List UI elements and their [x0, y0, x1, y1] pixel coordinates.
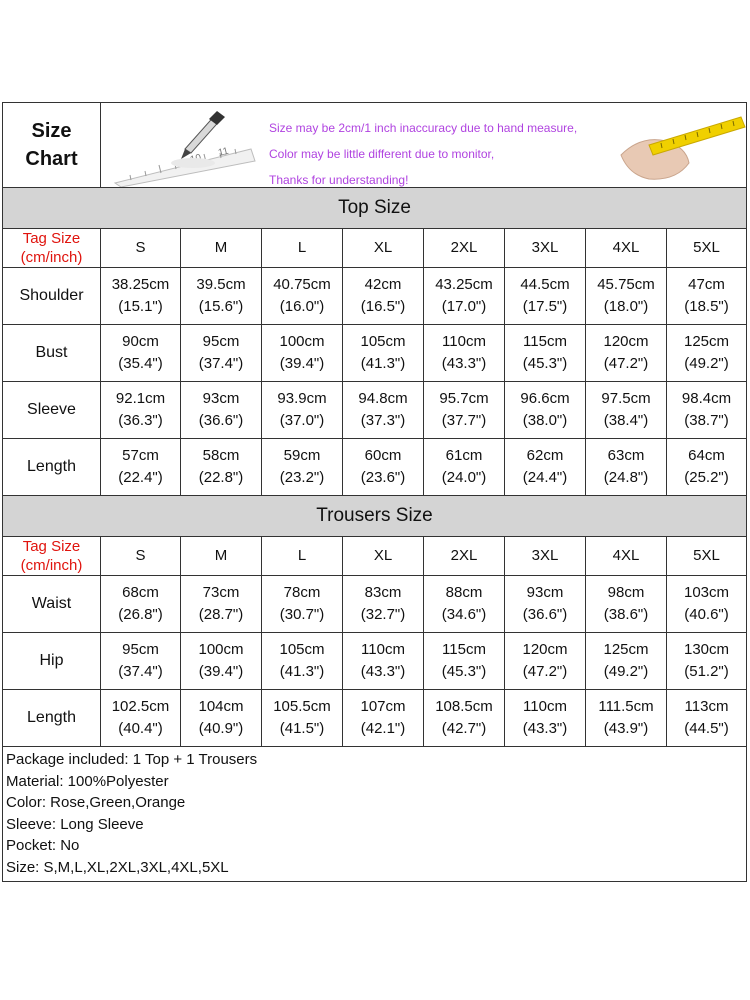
measurement-cell: [101, 690, 181, 747]
size-chart-table: [2, 102, 747, 882]
value-cm: 105.5cm: [273, 698, 331, 715]
value-cm: 98cm: [607, 584, 645, 601]
measurement-cell: [667, 576, 747, 633]
value-inch: (43.9"): [603, 720, 649, 737]
product-info: [3, 747, 747, 882]
measurement-cell: [343, 633, 424, 690]
value-inch: (43.3"): [522, 720, 568, 737]
value-cm: 94.8cm: [358, 390, 408, 407]
value-cm: 110cm: [361, 641, 405, 658]
measurement-cell: [181, 325, 262, 382]
value-inch: (36.6"): [522, 606, 568, 623]
size-header-cell: M: [181, 229, 262, 268]
size-header-cell: 4XL: [586, 537, 667, 576]
measurement-cell: [667, 690, 747, 747]
value-cm: 39.5cm: [196, 276, 246, 293]
size-header-cell: 3XL: [505, 229, 586, 268]
measurement-cell: [343, 439, 424, 496]
value-inch: (34.6"): [441, 606, 487, 623]
value-inch: (16.5"): [360, 298, 406, 315]
value-cm: 64cm: [688, 447, 725, 464]
value-inch: (37.0"): [279, 412, 325, 429]
value-inch: (37.7"): [441, 412, 487, 429]
value-cm: 58cm: [202, 447, 240, 464]
value-cm: 93cm: [202, 390, 240, 407]
measurement-cell: [262, 325, 343, 382]
trousers-size-header-row: [3, 537, 747, 576]
value-cm: 100cm: [198, 641, 244, 658]
value-inch: (25.2"): [684, 469, 729, 486]
table-row: [3, 325, 747, 382]
table-row: [3, 382, 747, 439]
value-inch: (45.3"): [441, 663, 487, 680]
value-cm: 110cm: [442, 333, 486, 350]
measurement-cell: [262, 690, 343, 747]
value-cm: 88cm: [445, 584, 483, 601]
value-cm: 95cm: [202, 333, 240, 350]
value-inch: (23.2"): [279, 469, 325, 486]
value-cm: 108.5cm: [435, 698, 493, 715]
tag-size-label: [3, 537, 101, 576]
measurement-cell: [262, 268, 343, 325]
measurement-cell: [505, 633, 586, 690]
value-inch: (39.4"): [198, 663, 244, 680]
measurement-cell: [586, 439, 667, 496]
value-inch: (38.7"): [684, 412, 729, 429]
measurement-cell: [424, 382, 505, 439]
measurement-banner: [101, 103, 747, 188]
value-inch: (38.6"): [603, 606, 649, 623]
note-accuracy: Size may be 2cm/1 inch inaccuracy due to hand measure,: [269, 121, 578, 135]
value-inch: (51.2"): [684, 663, 729, 680]
value-cm: 115cm: [442, 641, 486, 658]
tag-size-line-2: (cm/inch): [20, 249, 83, 266]
measurement-label: Hip: [3, 633, 101, 690]
size-header-cell: L: [262, 537, 343, 576]
size-header-cell: S: [101, 537, 181, 576]
value-inch: (17.5"): [522, 298, 568, 315]
size-header-cell: 2XL: [424, 537, 505, 576]
measurement-label: Length: [3, 439, 101, 496]
value-cm: 120cm: [522, 641, 568, 658]
value-cm: 43.25cm: [435, 276, 493, 293]
tag-size-label: [3, 229, 101, 268]
measurement-cell: [505, 690, 586, 747]
measurement-cell: [343, 325, 424, 382]
tag-size-line-1: Tag Size: [22, 538, 81, 555]
value-inch: (26.8"): [118, 606, 163, 623]
value-inch: (40.9"): [198, 720, 244, 737]
value-inch: (40.6"): [684, 606, 729, 623]
tape-measure-icon: [621, 117, 745, 179]
table-row: [3, 439, 747, 496]
value-inch: (40.4"): [118, 720, 163, 737]
measurement-cell: [343, 268, 424, 325]
value-inch: (36.6"): [198, 412, 244, 429]
value-cm: 40.75cm: [273, 276, 331, 293]
value-inch: (38.4"): [603, 412, 649, 429]
size-header-cell: 5XL: [667, 537, 747, 576]
banner-notes: [269, 115, 577, 193]
measurement-cell: [101, 268, 181, 325]
value-inch: (17.0"): [441, 298, 487, 315]
value-inch: (47.2"): [603, 355, 649, 372]
measurement-cell: [667, 382, 747, 439]
info-line: Pocket: No: [6, 837, 80, 855]
table-row: [3, 268, 747, 325]
value-cm: 105cm: [360, 333, 406, 350]
value-cm: 47cm: [688, 276, 725, 293]
value-cm: 45.75cm: [597, 276, 655, 293]
size-header-cell: 2XL: [424, 229, 505, 268]
value-cm: 57cm: [122, 447, 159, 464]
measurement-cell: [667, 325, 747, 382]
top-section-title: Top Size: [3, 188, 747, 229]
info-line: Sleeve: Long Sleeve: [6, 815, 144, 833]
measurement-label: Length: [3, 690, 101, 747]
measurement-cell: [424, 325, 505, 382]
measurement-cell: [101, 633, 181, 690]
value-inch: (43.3"): [360, 663, 406, 680]
value-cm: 100cm: [279, 333, 325, 350]
value-inch: (30.7"): [279, 606, 325, 623]
measurement-cell: [101, 325, 181, 382]
value-inch: (37.4"): [198, 355, 244, 372]
table-row: [3, 690, 747, 747]
value-inch: (32.7"): [360, 606, 406, 623]
measurement-cell: [262, 576, 343, 633]
trousers-section-title: Trousers Size: [3, 496, 747, 537]
value-inch: (22.4"): [118, 469, 163, 486]
value-inch: (23.6"): [360, 469, 406, 486]
measurement-label: Bust: [3, 325, 101, 382]
value-inch: (37.3"): [360, 412, 406, 429]
value-inch: (37.4"): [118, 663, 163, 680]
value-inch: (42.1"): [360, 720, 406, 737]
value-inch: (24.8"): [603, 469, 649, 486]
measurement-cell: [424, 268, 505, 325]
value-cm: 73cm: [202, 584, 240, 601]
value-cm: 103cm: [683, 584, 730, 601]
measurement-label: Sleeve: [3, 382, 101, 439]
measurement-cell: [505, 325, 586, 382]
value-cm: 96.6cm: [520, 390, 570, 407]
value-cm: 44.5cm: [520, 276, 570, 293]
measurement-cell: [424, 439, 505, 496]
measurement-cell: [505, 439, 586, 496]
value-inch: (28.7"): [198, 606, 244, 623]
size-header-cell: XL: [343, 537, 424, 576]
tag-size-line-1: Tag Size: [22, 230, 81, 247]
value-cm: 38.25cm: [111, 276, 170, 293]
measurement-cell: [586, 325, 667, 382]
value-cm: 107cm: [360, 698, 406, 715]
value-cm: 83cm: [364, 584, 402, 601]
size-header-cell: XL: [343, 229, 424, 268]
measurement-label: Waist: [3, 576, 101, 633]
value-cm: 115cm: [523, 333, 567, 350]
info-line: Material: 100%Polyester: [6, 772, 169, 790]
measurement-cell: [586, 576, 667, 633]
size-chart-title: [3, 103, 101, 188]
value-inch: (42.7"): [441, 720, 487, 737]
value-cm: 130cm: [683, 641, 730, 658]
value-cm: 92.1cm: [115, 390, 166, 407]
measurement-cell: [586, 690, 667, 747]
size-header-cell: M: [181, 537, 262, 576]
value-inch: (24.4"): [522, 469, 568, 486]
measurement-cell: [667, 439, 747, 496]
value-cm: 111.5cm: [598, 698, 654, 715]
value-inch: (15.1"): [118, 298, 163, 315]
measurement-cell: [181, 382, 262, 439]
value-inch: (41.3"): [279, 663, 325, 680]
value-inch: (15.6"): [198, 298, 244, 315]
info-line: Size: S,M,L,XL,2XL,3XL,4XL,5XL: [6, 858, 229, 876]
value-cm: 120cm: [603, 333, 649, 350]
value-inch: (41.5"): [279, 720, 325, 737]
size-header-cell: L: [262, 229, 343, 268]
measurement-cell: [505, 382, 586, 439]
tag-size-line-2: (cm/inch): [20, 557, 83, 574]
value-cm: 62cm: [526, 447, 564, 464]
value-inch: (16.0"): [279, 298, 325, 315]
title-line-1: Size: [31, 120, 72, 142]
measurement-cell: [667, 268, 747, 325]
trousers-section-row: [3, 496, 747, 537]
value-inch: (38.0"): [522, 412, 568, 429]
value-inch: (44.5"): [684, 720, 729, 737]
value-inch: (35.4"): [118, 355, 163, 372]
note-thanks: Thanks for understanding!: [269, 173, 409, 187]
size-chart: [2, 102, 746, 882]
measurement-cell: [181, 268, 262, 325]
measurement-cell: [424, 633, 505, 690]
value-cm: 110cm: [523, 698, 567, 715]
size-header-cell: 4XL: [586, 229, 667, 268]
size-header-cell: S: [101, 229, 181, 268]
value-inch: (39.4"): [279, 355, 325, 372]
value-inch: (43.3"): [441, 355, 487, 372]
value-cm: 61cm: [445, 447, 483, 464]
measurement-cell: [343, 576, 424, 633]
measurement-label: Shoulder: [3, 268, 101, 325]
note-color: Color may be little different due to monitor,: [269, 147, 495, 161]
measurement-cell: [586, 268, 667, 325]
value-inch: (49.2"): [684, 355, 729, 372]
measurement-cell: [424, 576, 505, 633]
measurement-cell: [586, 633, 667, 690]
value-inch: (45.3"): [522, 355, 568, 372]
value-cm: 97.5cm: [601, 390, 651, 407]
value-inch: (22.8"): [198, 469, 244, 486]
value-inch: (49.2"): [603, 663, 649, 680]
measurement-cell: [101, 382, 181, 439]
product-info-row: [3, 747, 747, 882]
value-cm: 60cm: [364, 447, 402, 464]
value-cm: 90cm: [122, 333, 159, 350]
size-header-cell: 5XL: [667, 229, 747, 268]
info-line: Package included: 1 Top + 1 Trousers: [6, 751, 258, 768]
value-cm: 95cm: [122, 641, 159, 658]
value-cm: 102.5cm: [111, 698, 170, 715]
value-inch: (18.5"): [684, 298, 729, 315]
ruler-pen-icon: [115, 111, 255, 187]
value-inch: (47.2"): [522, 663, 568, 680]
info-line: Color: Rose,Green,Orange: [6, 794, 186, 812]
table-row: [3, 633, 747, 690]
value-cm: 113cm: [684, 698, 729, 715]
measurement-cell: [181, 439, 262, 496]
measurement-cell: [343, 690, 424, 747]
value-inch: (24.0"): [441, 469, 487, 486]
measurement-cell: [101, 576, 181, 633]
value-cm: 95.7cm: [439, 390, 489, 407]
measurement-cell: [505, 268, 586, 325]
value-cm: 93cm: [526, 584, 564, 601]
value-cm: 125cm: [603, 641, 649, 658]
measurement-cell: [262, 439, 343, 496]
value-cm: 68cm: [122, 584, 159, 601]
measurement-cell: [262, 382, 343, 439]
measurement-cell: [181, 633, 262, 690]
table-row: [3, 576, 747, 633]
value-cm: 42cm: [364, 276, 402, 293]
value-inch: (41.3"): [360, 355, 406, 372]
value-cm: 104cm: [198, 698, 244, 715]
measurement-cell: [181, 576, 262, 633]
title-line-2: Chart: [25, 148, 78, 170]
value-inch: (36.3"): [118, 412, 163, 429]
measurement-cell: [262, 633, 343, 690]
ruler-number-11: 11: [217, 145, 230, 159]
measurement-cell: [101, 439, 181, 496]
value-cm: 93.9cm: [277, 390, 327, 407]
value-cm: 125cm: [683, 333, 730, 350]
measurement-cell: [343, 382, 424, 439]
measurement-cell: [181, 690, 262, 747]
value-cm: 98.4cm: [681, 390, 732, 407]
value-cm: 78cm: [283, 584, 321, 601]
value-cm: 59cm: [283, 447, 321, 464]
measurement-cell: [667, 633, 747, 690]
value-inch: (18.0"): [603, 298, 649, 315]
measurement-cell: [586, 382, 667, 439]
top-section-row: [3, 188, 747, 229]
top-size-header-row: [3, 229, 747, 268]
value-cm: 105cm: [279, 641, 325, 658]
measurement-cell: [505, 576, 586, 633]
size-header-cell: 3XL: [505, 537, 586, 576]
value-cm: 63cm: [607, 447, 645, 464]
measurement-cell: [424, 690, 505, 747]
